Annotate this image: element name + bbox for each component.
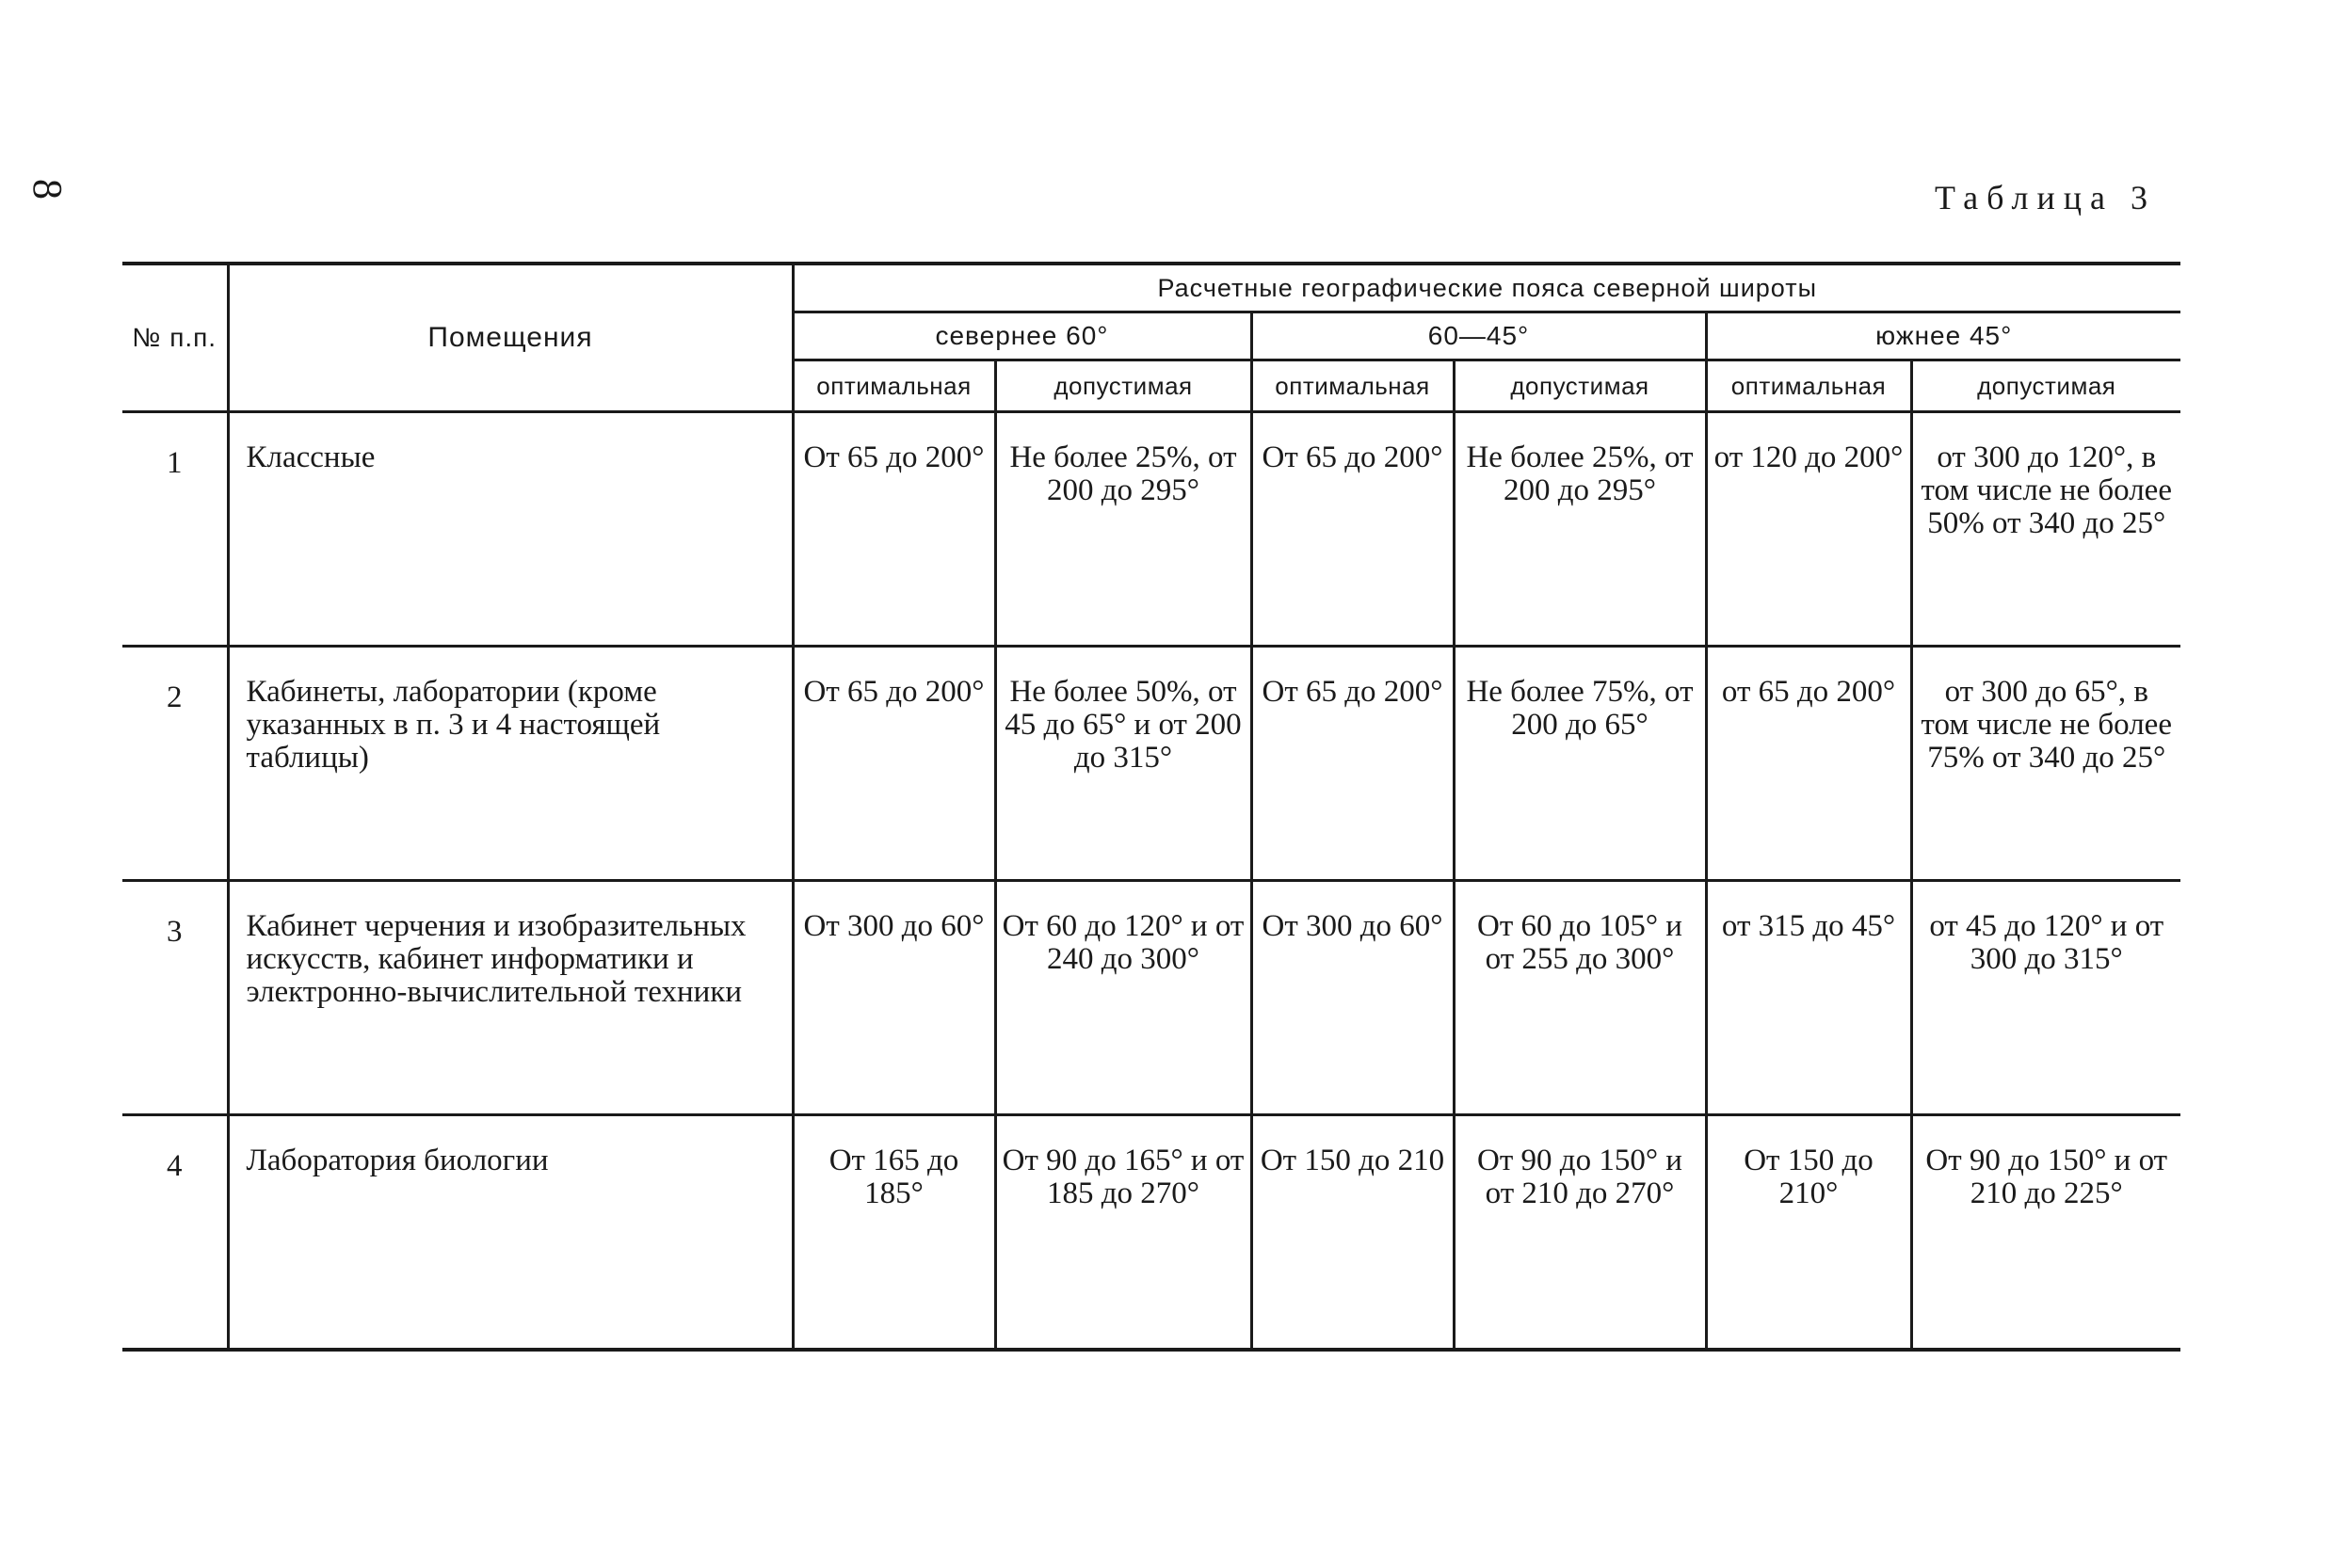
- table-row: [122, 412, 2180, 647]
- room-name: Кабинеты, лаборатории (кроме указанных в п. 3 и 4 настоящей таблицы): [228, 647, 793, 881]
- kind-header: допустимая: [1454, 360, 1706, 412]
- value-cell: от 300 до 120°, в том числе не более 50% от 340 до 25°: [1911, 412, 2180, 647]
- kind-header: оптимальная: [793, 360, 995, 412]
- value-cell: Не более 75%, от 200 до 65°: [1454, 647, 1706, 881]
- value-cell: От 300 до 60°: [793, 881, 995, 1115]
- row-number: 4: [122, 1115, 228, 1351]
- value-cell: От 65 до 200°: [793, 647, 995, 881]
- value-cell: От 90 до 150° и от 210 до 270°: [1454, 1115, 1706, 1351]
- room-name: Лаборатория биологии: [228, 1115, 793, 1351]
- value-cell: от 300 до 65°, в том числе не более 75% от 340 до 25°: [1911, 647, 2180, 881]
- value-cell: От 90 до 165° и от 185 до 270°: [995, 1115, 1251, 1351]
- zone-header-60-45: 60—45°: [1251, 312, 1706, 360]
- room-name: Классные: [228, 412, 793, 647]
- table-row: [122, 647, 2180, 881]
- value-cell: От 60 до 120° и от 240 до 300°: [995, 881, 1251, 1115]
- rooms-column-header: Помещения: [228, 264, 793, 412]
- value-cell: От 165 до 185°: [793, 1115, 995, 1351]
- value-cell: От 65 до 200°: [793, 412, 995, 647]
- table-caption: Таблица 3: [1935, 179, 2156, 216]
- kind-header: оптимальная: [1251, 360, 1454, 412]
- value-cell: От 150 до 210: [1251, 1115, 1454, 1351]
- table-row: [122, 1115, 2180, 1351]
- value-cell: от 315 до 45°: [1706, 881, 1911, 1115]
- room-name: Кабинет черчения и изобразительных искусств, кабинет информатики и электронно-вычислительной техники: [228, 881, 793, 1115]
- value-cell: Не более 25%, от 200 до 295°: [995, 412, 1251, 647]
- value-cell: От 65 до 200°: [1251, 412, 1454, 647]
- table-row: [122, 881, 2180, 1115]
- zone-header-south-45: южнее 45°: [1706, 312, 2180, 360]
- kind-header: допустимая: [1911, 360, 2180, 412]
- page-number: 8: [24, 179, 71, 200]
- row-number: 1: [122, 412, 228, 647]
- zone-header-north-60: севернее 60°: [793, 312, 1251, 360]
- kind-header: оптимальная: [1706, 360, 1911, 412]
- value-cell: Не более 25%, от 200 до 295°: [1454, 412, 1706, 647]
- zones-group-header: Расчетные географические пояса северной широты: [793, 264, 2180, 312]
- value-cell: от 45 до 120° и от 300 до 315°: [1911, 881, 2180, 1115]
- row-number: 3: [122, 881, 228, 1115]
- kind-header: допустимая: [995, 360, 1251, 412]
- num-column-header: № п.п.: [122, 264, 228, 412]
- value-cell: от 65 до 200°: [1706, 647, 1911, 881]
- value-cell: от 120 до 200°: [1706, 412, 1911, 647]
- value-cell: От 60 до 105° и от 255 до 300°: [1454, 881, 1706, 1115]
- orientation-table: [122, 262, 2180, 1352]
- value-cell: От 150 до 210°: [1706, 1115, 1911, 1351]
- row-number: 2: [122, 647, 228, 881]
- value-cell: Не более 50%, от 45 до 65° и от 200 до 315°: [995, 647, 1251, 881]
- value-cell: От 300 до 60°: [1251, 881, 1454, 1115]
- value-cell: От 65 до 200°: [1251, 647, 1454, 881]
- value-cell: От 90 до 150° и от 210 до 225°: [1911, 1115, 2180, 1351]
